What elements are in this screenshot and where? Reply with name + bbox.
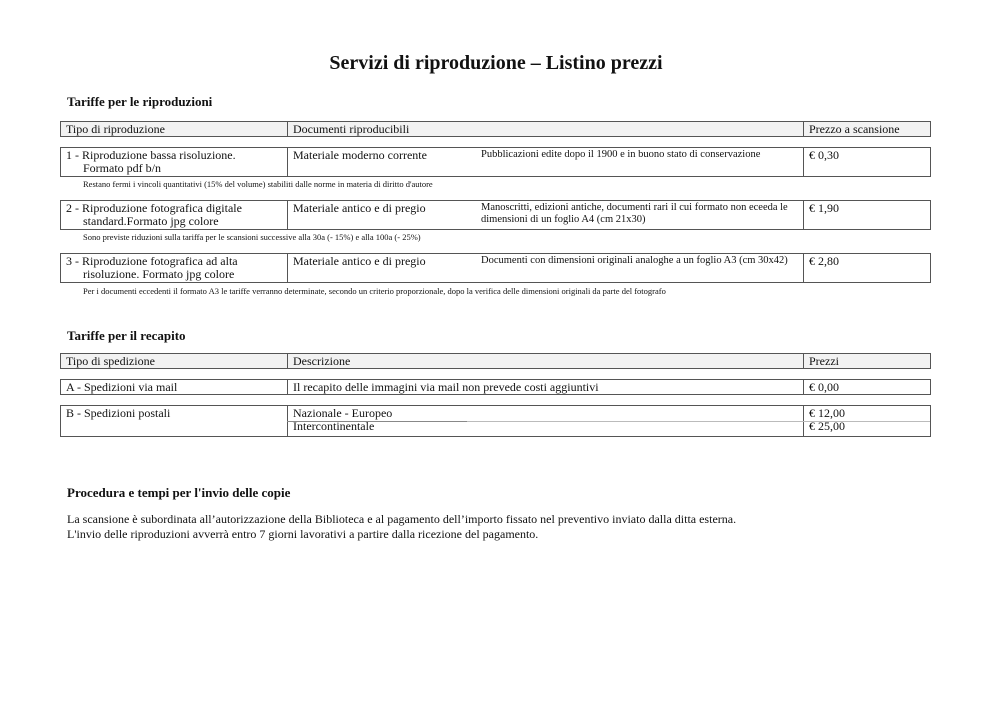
table-row — [60, 379, 931, 395]
row-divider-dark — [287, 421, 467, 422]
reproduction-table-header — [60, 121, 931, 137]
row-note: Sono previste riduzioni sulla tariffa per le scansioni successive alla 30a (- 15%) e alla 100a (- 25%) — [83, 232, 421, 242]
table-row — [60, 200, 931, 230]
table-row — [60, 147, 931, 177]
shipping-price-mail: € 0,00 — [803, 380, 930, 394]
row-type-line2: standard.Formato jpg colore — [83, 214, 219, 228]
row-material: Materiale antico e di pregio — [287, 201, 479, 229]
col-header-prices: Prezzi — [803, 354, 930, 368]
row-note: Restano fermi i vincoli quantitativi (15% del volume) stabiliti dalle norme in materia di diritto d'autore — [83, 179, 433, 189]
row-description: Manoscritti, edizioni antiche, documenti rari il cui formato non eceeda le dimensioni di un foglio A4 (cm 21x30) — [481, 202, 788, 225]
row-type — [61, 148, 287, 176]
shipping-description-mail: Il recapito delle immagini via mail non prevede costi aggiuntivi — [287, 380, 803, 394]
delivery-table-header — [60, 353, 931, 369]
procedure-text-line1: La scansione è subordinata all’autorizzazione della Biblioteca e al pagamento dell’importo fissato nel preventivo inviato dalla ditta esterna. — [67, 512, 737, 526]
shipping-type-mail: A - Spedizioni via mail — [66, 380, 178, 394]
shipping-dest-intercontinental: Intercontinentale — [293, 419, 375, 433]
procedure-heading: Procedura e tempi per l'invio delle copie — [67, 485, 291, 500]
row-price: € 0,30 — [803, 148, 930, 176]
row-type-line2: risoluzione. Formato jpg colore — [83, 267, 235, 281]
delivery-heading: Tariffe per il recapito — [67, 328, 186, 343]
row-type — [61, 201, 287, 229]
row-material: Materiale antico e di pregio — [287, 254, 479, 282]
row-note: Per i documenti eccedenti il formato A3 le tariffe verranno determinate, secondo un criterio proporzionale, dopo la verifica delle dimensioni originali da parte del fotografo — [83, 286, 666, 296]
row-material: Materiale moderno corrente — [287, 148, 479, 176]
shipping-type-postal: B - Spedizioni postali — [66, 406, 171, 420]
col-header-shipping-type: Tipo di spedizione — [66, 354, 155, 368]
row-type-line1: 1 - Riproduzione bassa risoluzione. — [66, 148, 236, 162]
row-type-line1: 3 - Riproduzione fotografica ad alta — [66, 254, 238, 268]
col-header-price: Prezzo a scansione — [803, 122, 930, 136]
row-price: € 1,90 — [803, 201, 930, 229]
shipping-price-national: € 12,00 — [809, 406, 845, 420]
reproduction-heading: Tariffe per le riproduzioni — [67, 94, 213, 109]
row-description: Pubblicazioni edite dopo il 1900 e in buono stato di conservazione — [481, 149, 761, 160]
procedure-text-line2: L'invio delle riproduzioni avverrà entro 7 giorni lavorativi a partire dalla ricezione del pagamento. — [67, 527, 539, 541]
col-header-description: Descrizione — [287, 354, 803, 368]
row-type — [61, 254, 287, 282]
table-row — [60, 253, 931, 283]
row-description: Documenti con dimensioni originali analoghe a un foglio A3 (cm 30x42) — [481, 255, 788, 266]
row-price: € 2,80 — [803, 254, 930, 282]
row-type-line1: 2 - Riproduzione fotografica digitale — [66, 201, 242, 215]
table-row — [60, 405, 931, 437]
shipping-dest-national: Nazionale - Europeo — [293, 406, 393, 420]
row-type-line2: Formato pdf b/n — [83, 161, 161, 175]
col-header-documents: Documenti riproducibili — [287, 122, 803, 136]
page-title: Servizi di riproduzione – Listino prezzi — [329, 52, 663, 74]
shipping-price-intercontinental: € 25,00 — [809, 419, 845, 433]
col-header-type: Tipo di riproduzione — [66, 122, 165, 136]
